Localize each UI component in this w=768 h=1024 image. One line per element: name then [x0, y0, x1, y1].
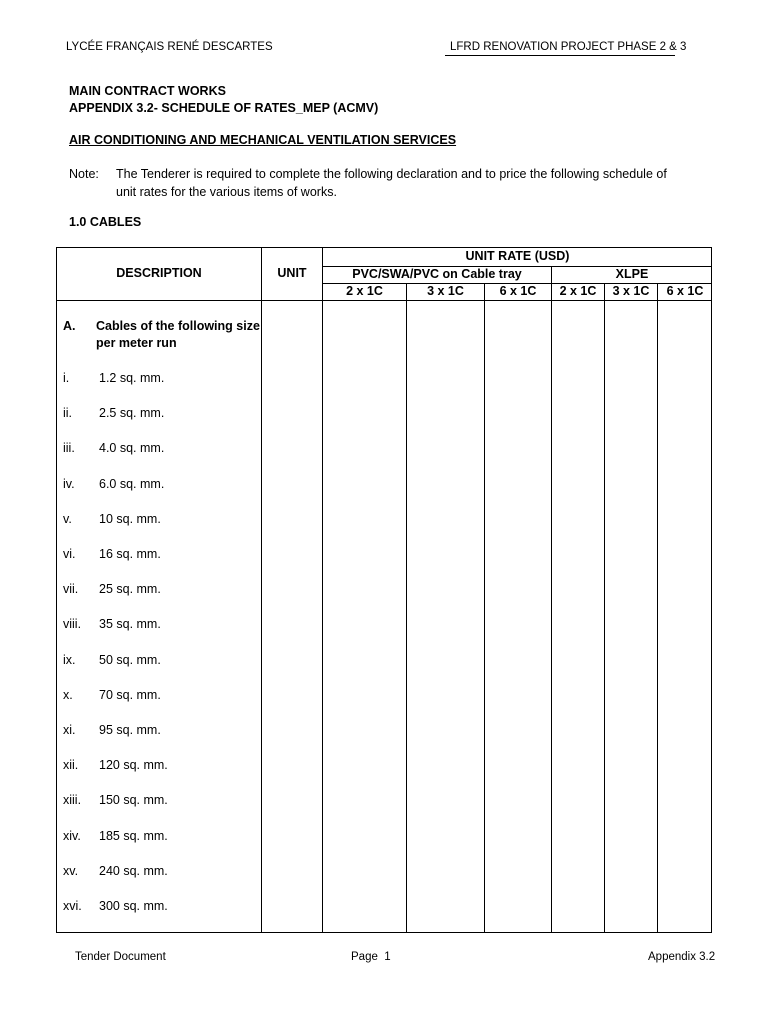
- section-title: AIR CONDITIONING AND MECHANICAL VENTILATION SERVICES: [69, 133, 457, 147]
- footer-page-number: Page 1: [351, 951, 391, 963]
- header-school-name: LYCÉE FRANÇAIS RENÉ DESCARTES: [66, 41, 273, 53]
- divider-col-5: [657, 283, 658, 933]
- subheader-xlpe-2x1c: 2 x 1C: [559, 284, 597, 298]
- item-description: 6.0 sq. mm.: [99, 477, 165, 491]
- item-number: xii.: [63, 758, 79, 772]
- item-number: viii.: [63, 617, 82, 631]
- item-number: xv.: [63, 864, 79, 878]
- subsection-title: 1.0 CABLES: [69, 215, 142, 229]
- subheader-xlpe-3x1c: 3 x 1C: [612, 284, 650, 298]
- item-description: 150 sq. mm.: [99, 793, 168, 807]
- item-number: x.: [63, 688, 73, 702]
- header-group-pvc: PVC/SWA/PVC on Cable tray: [352, 267, 522, 281]
- divider-group: [551, 266, 552, 933]
- item-description: 35 sq. mm.: [99, 617, 161, 631]
- footer-appendix: Appendix 3.2: [648, 951, 716, 963]
- item-number: iii.: [63, 441, 75, 455]
- item-description: 240 sq. mm.: [99, 864, 168, 878]
- subheader-pvc-3x1c: 3 x 1C: [427, 284, 464, 298]
- item-number: ii.: [63, 406, 73, 420]
- item-description: 1.2 sq. mm.: [99, 371, 165, 385]
- item-number: xi.: [63, 723, 76, 737]
- item-description: 16 sq. mm.: [99, 547, 161, 561]
- item-number: xiii.: [63, 793, 82, 807]
- item-description: 70 sq. mm.: [99, 688, 161, 702]
- footer-tender-document: Tender Document: [75, 951, 166, 963]
- subheader-pvc-2x1c: 2 x 1C: [346, 284, 383, 298]
- title-appendix: APPENDIX 3.2- SCHEDULE OF RATES_MEP (ACMV): [69, 101, 379, 115]
- subheader-pvc-6x1c: 6 x 1C: [499, 284, 537, 298]
- item-number: i.: [63, 371, 70, 385]
- header-unit: UNIT: [277, 266, 307, 280]
- item-description: 50 sq. mm.: [99, 653, 161, 667]
- divider-unit: [322, 247, 323, 933]
- item-number: xvi.: [63, 899, 82, 913]
- item-number: vii.: [63, 582, 79, 596]
- item-number: xiv.: [63, 829, 81, 843]
- item-number: v.: [63, 512, 72, 526]
- note-line-2: unit rates for the various items of works.: [116, 185, 337, 199]
- item-description: 185 sq. mm.: [99, 829, 168, 843]
- header-project-name: LFRD RENOVATION PROJECT PHASE 2 & 3: [450, 41, 687, 53]
- item-description: 4.0 sq. mm.: [99, 441, 165, 455]
- section-a-line-2: per meter run: [96, 336, 177, 350]
- item-number: iv.: [63, 477, 75, 491]
- line-under-header: [56, 300, 712, 301]
- note-line-1: The Tenderer is required to complete the following declaration and to price the following schedule of: [116, 167, 667, 181]
- item-description: 10 sq. mm.: [99, 512, 161, 526]
- item-description: 25 sq. mm.: [99, 582, 161, 596]
- subheader-xlpe-6x1c: 6 x 1C: [666, 284, 704, 298]
- note-label: Note:: [69, 167, 99, 181]
- header-underline: [445, 55, 675, 56]
- section-a-label: A.: [63, 319, 76, 333]
- item-description: 120 sq. mm.: [99, 758, 168, 772]
- item-number: vi.: [63, 547, 76, 561]
- item-description: 95 sq. mm.: [99, 723, 161, 737]
- divider-description: [261, 247, 262, 933]
- title-main-contract: MAIN CONTRACT WORKS: [69, 84, 226, 98]
- header-unit-rate: UNIT RATE (USD): [465, 249, 570, 263]
- item-description: 2.5 sq. mm.: [99, 406, 165, 420]
- section-a-line-1: Cables of the following size: [96, 319, 260, 333]
- item-number: ix.: [63, 653, 76, 667]
- divider-col-1: [406, 283, 407, 933]
- header-group-xlpe: XLPE: [615, 267, 649, 281]
- divider-col-2: [484, 283, 485, 933]
- divider-col-4: [604, 283, 605, 933]
- item-description: 300 sq. mm.: [99, 899, 168, 913]
- header-description: DESCRIPTION: [116, 266, 202, 280]
